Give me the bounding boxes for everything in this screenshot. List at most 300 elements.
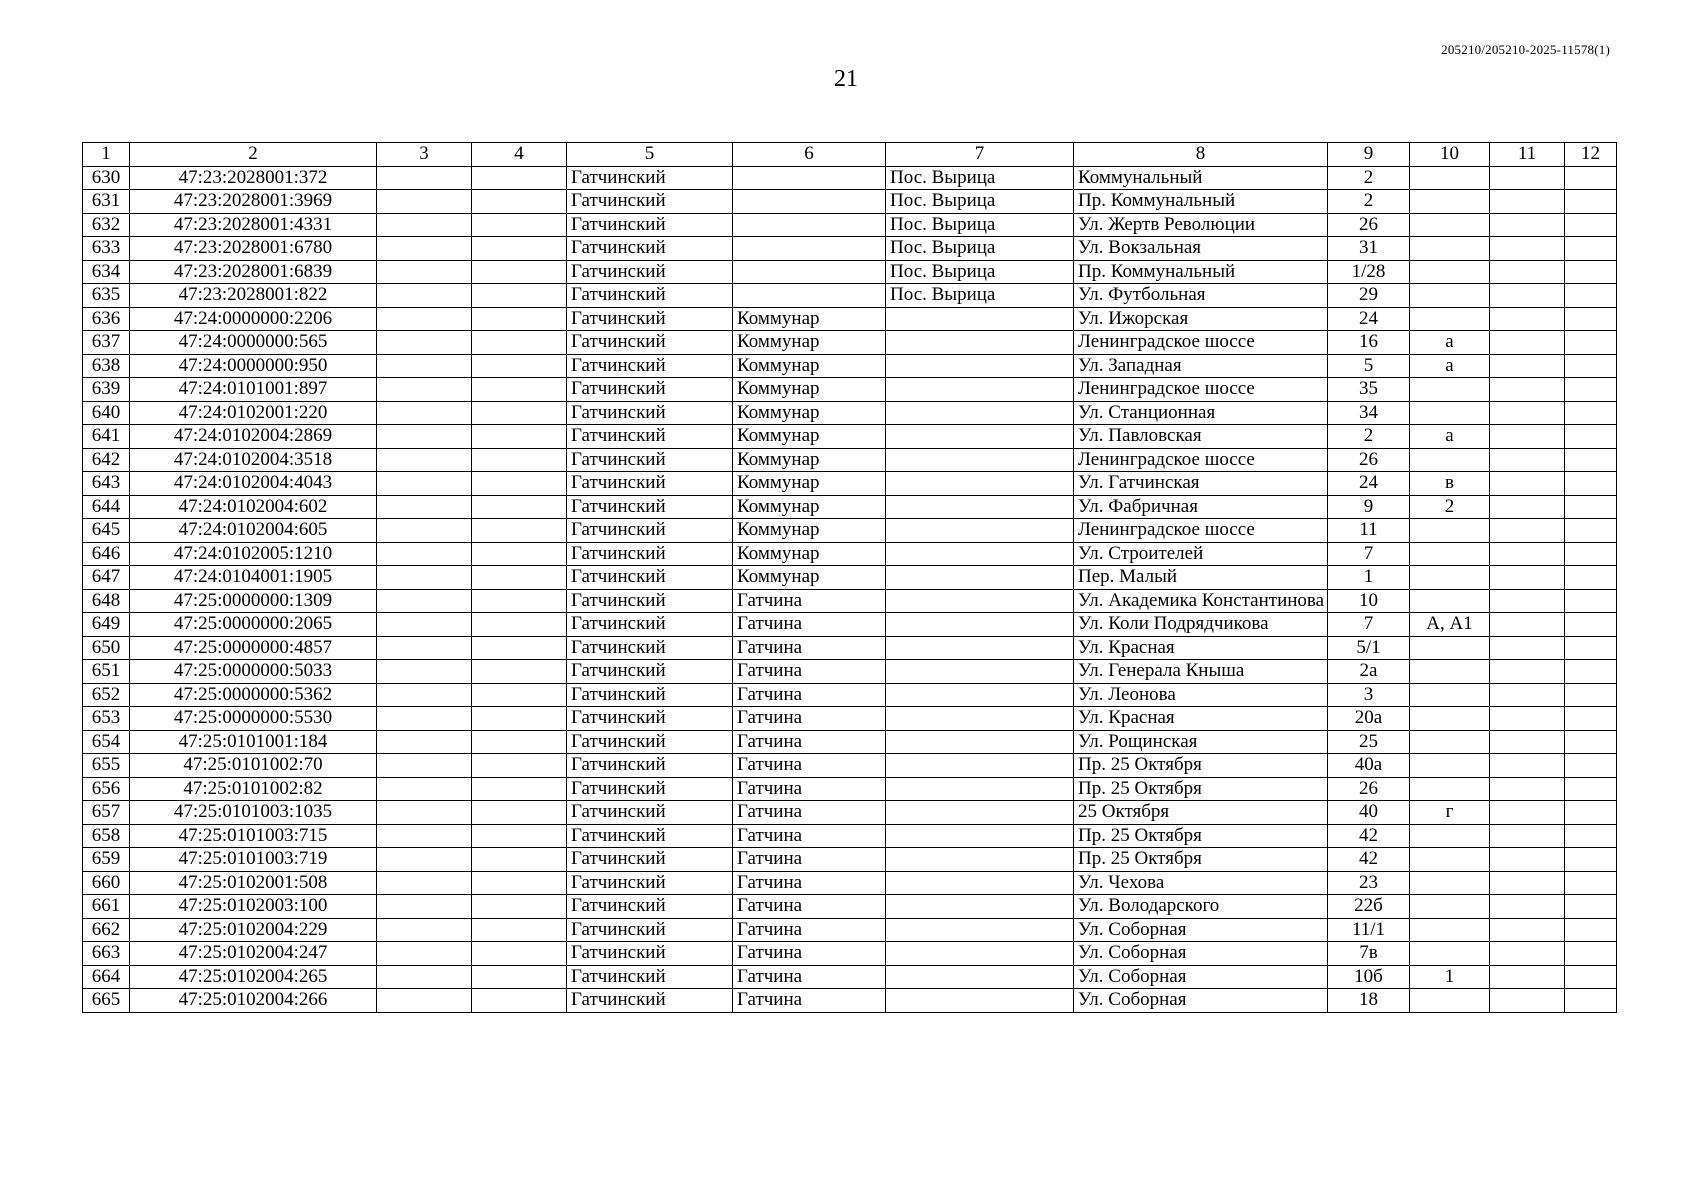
cell-district: Гатчинский: [567, 213, 733, 237]
cell-col-3: [377, 237, 472, 261]
cell-col-11: [1490, 683, 1565, 707]
cell-col-4: [472, 260, 567, 284]
cell-row-number: 658: [83, 824, 130, 848]
cell-locality: [886, 777, 1074, 801]
cell-col-4: [472, 448, 567, 472]
cell-col-12: [1565, 401, 1617, 425]
cell-district: Гатчинский: [567, 942, 733, 966]
cell-house-number: 11: [1328, 519, 1410, 543]
cell-row-number: 657: [83, 801, 130, 825]
cell-building: [1410, 378, 1490, 402]
cell-settlement: [733, 166, 886, 190]
cell-settlement: Коммунар: [733, 354, 886, 378]
cell-building: г: [1410, 801, 1490, 825]
cell-settlement: [733, 190, 886, 214]
cell-col-12: [1565, 519, 1617, 543]
cell-locality: [886, 636, 1074, 660]
column-header-11: 11: [1490, 143, 1565, 167]
cell-district: Гатчинский: [567, 190, 733, 214]
cell-col-3: [377, 472, 472, 496]
cell-street: Ул. Западная: [1074, 354, 1328, 378]
cell-col-4: [472, 636, 567, 660]
table-row: [83, 495, 1617, 519]
cell-house-number: 5/1: [1328, 636, 1410, 660]
cell-district: Гатчинский: [567, 425, 733, 449]
cell-col-12: [1565, 942, 1617, 966]
cell-street: Ул. Строителей: [1074, 542, 1328, 566]
cell-col-4: [472, 495, 567, 519]
cell-settlement: Коммунар: [733, 519, 886, 543]
cell-row-number: 650: [83, 636, 130, 660]
cell-locality: [886, 660, 1074, 684]
table-row: [83, 730, 1617, 754]
cell-locality: [886, 989, 1074, 1013]
cell-house-number: 40: [1328, 801, 1410, 825]
cell-col-12: [1565, 237, 1617, 261]
cell-cadastral-number: 47:25:0000000:4857: [130, 636, 377, 660]
cell-col-11: [1490, 425, 1565, 449]
cell-building: [1410, 918, 1490, 942]
table-row: [83, 989, 1617, 1013]
cell-settlement: [733, 213, 886, 237]
cell-building: [1410, 871, 1490, 895]
cell-col-4: [472, 730, 567, 754]
cell-locality: [886, 871, 1074, 895]
cell-col-11: [1490, 378, 1565, 402]
cell-col-3: [377, 448, 472, 472]
cell-locality: [886, 307, 1074, 331]
cell-col-3: [377, 190, 472, 214]
cell-col-12: [1565, 354, 1617, 378]
cell-row-number: 663: [83, 942, 130, 966]
cell-street: Ул. Красная: [1074, 707, 1328, 731]
cell-col-3: [377, 918, 472, 942]
cell-col-3: [377, 824, 472, 848]
cell-district: Гатчинский: [567, 613, 733, 637]
cell-street: Ул. Володарского: [1074, 895, 1328, 919]
cell-house-number: 5: [1328, 354, 1410, 378]
cell-street: 25 Октября: [1074, 801, 1328, 825]
cell-col-4: [472, 707, 567, 731]
cell-building: [1410, 284, 1490, 308]
cell-house-number: 34: [1328, 401, 1410, 425]
cell-col-12: [1565, 707, 1617, 731]
cell-col-12: [1565, 895, 1617, 919]
cell-cadastral-number: 47:24:0102004:4043: [130, 472, 377, 496]
column-header-1: 1: [83, 143, 130, 167]
cell-locality: Пос. Вырица: [886, 260, 1074, 284]
table-row: [83, 683, 1617, 707]
cell-district: Гатчинский: [567, 589, 733, 613]
cell-col-3: [377, 613, 472, 637]
cell-house-number: 23: [1328, 871, 1410, 895]
cell-col-3: [377, 566, 472, 590]
cell-col-12: [1565, 613, 1617, 637]
cell-street: Ул. Академика Константинова: [1074, 589, 1328, 613]
cell-cadastral-number: 47:24:0102004:3518: [130, 448, 377, 472]
cell-street: Ул. Соборная: [1074, 942, 1328, 966]
cell-col-4: [472, 284, 567, 308]
cell-cadastral-number: 47:24:0102004:605: [130, 519, 377, 543]
cell-cadastral-number: 47:25:0000000:5362: [130, 683, 377, 707]
cell-locality: Пос. Вырица: [886, 237, 1074, 261]
cell-locality: [886, 401, 1074, 425]
cell-col-3: [377, 895, 472, 919]
cell-col-12: [1565, 307, 1617, 331]
cell-house-number: 18: [1328, 989, 1410, 1013]
cell-building: а: [1410, 331, 1490, 355]
table-row: [83, 401, 1617, 425]
cell-cadastral-number: 47:24:0102005:1210: [130, 542, 377, 566]
cell-building: а: [1410, 425, 1490, 449]
table-row: [83, 519, 1617, 543]
cell-row-number: 644: [83, 495, 130, 519]
cell-cadastral-number: 47:25:0102004:266: [130, 989, 377, 1013]
cell-building: [1410, 989, 1490, 1013]
cell-col-12: [1565, 495, 1617, 519]
cell-col-12: [1565, 542, 1617, 566]
cell-district: Гатчинский: [567, 331, 733, 355]
cell-building: [1410, 448, 1490, 472]
cell-col-11: [1490, 942, 1565, 966]
cell-house-number: 2: [1328, 425, 1410, 449]
table-row: [83, 354, 1617, 378]
cell-col-4: [472, 965, 567, 989]
cell-building: [1410, 260, 1490, 284]
cell-col-11: [1490, 918, 1565, 942]
cell-cadastral-number: 47:25:0000000:2065: [130, 613, 377, 637]
cell-district: Гатчинский: [567, 636, 733, 660]
cell-house-number: 16: [1328, 331, 1410, 355]
cell-house-number: 7в: [1328, 942, 1410, 966]
cell-district: Гатчинский: [567, 307, 733, 331]
cell-district: Гатчинский: [567, 777, 733, 801]
cell-house-number: 29: [1328, 284, 1410, 308]
cell-col-11: [1490, 754, 1565, 778]
cell-row-number: 635: [83, 284, 130, 308]
cell-col-3: [377, 284, 472, 308]
cell-col-4: [472, 895, 567, 919]
cell-house-number: 22б: [1328, 895, 1410, 919]
cell-col-11: [1490, 965, 1565, 989]
cell-locality: [886, 378, 1074, 402]
cell-row-number: 631: [83, 190, 130, 214]
cell-street: Ул. Коли Подрядчикова: [1074, 613, 1328, 637]
cell-locality: [886, 542, 1074, 566]
cell-row-number: 662: [83, 918, 130, 942]
cell-locality: [886, 472, 1074, 496]
column-header-4: 4: [472, 143, 567, 167]
cell-street: Ул. Чехова: [1074, 871, 1328, 895]
cell-house-number: 25: [1328, 730, 1410, 754]
cell-col-11: [1490, 848, 1565, 872]
cell-locality: [886, 754, 1074, 778]
cell-street: Ул. Ижорская: [1074, 307, 1328, 331]
cell-street: Ул. Соборная: [1074, 989, 1328, 1013]
table-row: [83, 190, 1617, 214]
table-row: [83, 801, 1617, 825]
cell-col-11: [1490, 707, 1565, 731]
cell-col-4: [472, 801, 567, 825]
cell-row-number: 636: [83, 307, 130, 331]
table-row: [83, 848, 1617, 872]
cell-col-4: [472, 213, 567, 237]
cell-col-4: [472, 190, 567, 214]
cell-house-number: 10: [1328, 589, 1410, 613]
cell-col-4: [472, 683, 567, 707]
cell-district: Гатчинский: [567, 824, 733, 848]
cell-building: [1410, 730, 1490, 754]
cell-col-12: [1565, 989, 1617, 1013]
cell-locality: Пос. Вырица: [886, 190, 1074, 214]
cell-row-number: 656: [83, 777, 130, 801]
cell-row-number: 643: [83, 472, 130, 496]
cell-col-3: [377, 777, 472, 801]
document-id: 205210/205210-2025-11578(1): [1441, 42, 1610, 57]
cell-settlement: Гатчина: [733, 636, 886, 660]
cell-district: Гатчинский: [567, 378, 733, 402]
cell-col-3: [377, 166, 472, 190]
cell-district: Гатчинский: [567, 519, 733, 543]
cell-building: в: [1410, 472, 1490, 496]
table-row: [83, 307, 1617, 331]
cell-col-3: [377, 519, 472, 543]
cell-locality: [886, 848, 1074, 872]
cell-district: Гатчинский: [567, 918, 733, 942]
cell-locality: [886, 448, 1074, 472]
cell-locality: [886, 519, 1074, 543]
cell-building: [1410, 213, 1490, 237]
cell-district: Гатчинский: [567, 472, 733, 496]
cell-district: Гатчинский: [567, 401, 733, 425]
cell-district: Гатчинский: [567, 730, 733, 754]
column-header-8: 8: [1074, 143, 1328, 167]
cell-locality: [886, 589, 1074, 613]
cell-locality: Пос. Вырица: [886, 166, 1074, 190]
cell-district: Гатчинский: [567, 989, 733, 1013]
cell-street: Ленинградское шоссе: [1074, 331, 1328, 355]
cell-settlement: Гатчина: [733, 589, 886, 613]
cell-district: Гатчинский: [567, 895, 733, 919]
cell-settlement: Коммунар: [733, 401, 886, 425]
cell-col-12: [1565, 566, 1617, 590]
cell-building: [1410, 848, 1490, 872]
cell-settlement: Гатчина: [733, 848, 886, 872]
cell-col-4: [472, 989, 567, 1013]
cell-col-4: [472, 237, 567, 261]
cell-cadastral-number: 47:23:2028001:3969: [130, 190, 377, 214]
cell-settlement: Коммунар: [733, 448, 886, 472]
cell-col-4: [472, 166, 567, 190]
cell-row-number: 638: [83, 354, 130, 378]
cell-col-12: [1565, 166, 1617, 190]
cell-col-3: [377, 307, 472, 331]
cell-cadastral-number: 47:25:0101002:82: [130, 777, 377, 801]
cell-settlement: Коммунар: [733, 542, 886, 566]
cell-district: Гатчинский: [567, 754, 733, 778]
cell-locality: [886, 918, 1074, 942]
table-row: [83, 448, 1617, 472]
cell-street: Ул. Генерала Кныша: [1074, 660, 1328, 684]
cell-settlement: Коммунар: [733, 307, 886, 331]
cell-row-number: 659: [83, 848, 130, 872]
cell-row-number: 639: [83, 378, 130, 402]
cell-building: [1410, 401, 1490, 425]
cell-col-4: [472, 566, 567, 590]
cell-settlement: Гатчина: [733, 777, 886, 801]
cell-settlement: Коммунар: [733, 378, 886, 402]
cell-settlement: Гатчина: [733, 965, 886, 989]
column-header-9: 9: [1328, 143, 1410, 167]
cell-street: Ул. Жертв Революции: [1074, 213, 1328, 237]
cell-col-4: [472, 354, 567, 378]
table-row: [83, 566, 1617, 590]
cell-row-number: 633: [83, 237, 130, 261]
cell-col-11: [1490, 542, 1565, 566]
cell-building: [1410, 542, 1490, 566]
cell-row-number: 655: [83, 754, 130, 778]
cell-street: Пр. 25 Октября: [1074, 777, 1328, 801]
cell-settlement: Коммунар: [733, 495, 886, 519]
cell-col-3: [377, 942, 472, 966]
cell-cadastral-number: 47:23:2028001:6780: [130, 237, 377, 261]
cell-house-number: 2: [1328, 190, 1410, 214]
cell-col-12: [1565, 190, 1617, 214]
cell-locality: Пос. Вырица: [886, 284, 1074, 308]
cell-district: Гатчинский: [567, 260, 733, 284]
cell-building: [1410, 660, 1490, 684]
cell-building: [1410, 754, 1490, 778]
table-row: [83, 942, 1617, 966]
cell-col-11: [1490, 895, 1565, 919]
cell-street: Ул. Фабричная: [1074, 495, 1328, 519]
cell-col-3: [377, 636, 472, 660]
cell-district: Гатчинский: [567, 166, 733, 190]
cell-row-number: 630: [83, 166, 130, 190]
cell-col-3: [377, 378, 472, 402]
column-header-12: 12: [1565, 143, 1617, 167]
cell-col-3: [377, 801, 472, 825]
cell-street: Ул. Станционная: [1074, 401, 1328, 425]
cell-street: Пр. 25 Октября: [1074, 754, 1328, 778]
cell-col-12: [1565, 801, 1617, 825]
cell-col-12: [1565, 824, 1617, 848]
cell-col-12: [1565, 754, 1617, 778]
cell-settlement: Гатчина: [733, 707, 886, 731]
cell-street: Пр. 25 Октября: [1074, 848, 1328, 872]
cell-house-number: 24: [1328, 307, 1410, 331]
cell-street: Ул. Футбольная: [1074, 284, 1328, 308]
cell-district: Гатчинский: [567, 237, 733, 261]
cell-col-11: [1490, 613, 1565, 637]
cell-district: Гатчинский: [567, 965, 733, 989]
header-row: [83, 143, 1617, 167]
cell-building: [1410, 707, 1490, 731]
cell-col-4: [472, 307, 567, 331]
cell-col-11: [1490, 566, 1565, 590]
cell-col-4: [472, 519, 567, 543]
cell-house-number: 2: [1328, 166, 1410, 190]
cell-street: Ул. Рощинская: [1074, 730, 1328, 754]
cell-house-number: 20а: [1328, 707, 1410, 731]
cell-district: Гатчинский: [567, 660, 733, 684]
cell-cadastral-number: 47:25:0102004:247: [130, 942, 377, 966]
cell-building: [1410, 895, 1490, 919]
cell-row-number: 652: [83, 683, 130, 707]
cell-col-11: [1490, 354, 1565, 378]
cell-col-12: [1565, 425, 1617, 449]
cell-building: [1410, 942, 1490, 966]
cell-row-number: 648: [83, 589, 130, 613]
cell-building: [1410, 824, 1490, 848]
cell-street: Ул. Леонова: [1074, 683, 1328, 707]
cell-district: Гатчинский: [567, 495, 733, 519]
cell-col-3: [377, 401, 472, 425]
cell-col-12: [1565, 918, 1617, 942]
cell-locality: [886, 331, 1074, 355]
cell-locality: [886, 895, 1074, 919]
cell-house-number: 7: [1328, 542, 1410, 566]
cell-building: а: [1410, 354, 1490, 378]
cell-house-number: 7: [1328, 613, 1410, 637]
cell-col-12: [1565, 589, 1617, 613]
cell-house-number: 11/1: [1328, 918, 1410, 942]
cell-settlement: Гатчина: [733, 895, 886, 919]
cell-settlement: Гатчина: [733, 918, 886, 942]
cell-settlement: Гатчина: [733, 754, 886, 778]
cell-col-4: [472, 401, 567, 425]
table-row: [83, 472, 1617, 496]
cell-cadastral-number: 47:23:2028001:4331: [130, 213, 377, 237]
cell-col-4: [472, 824, 567, 848]
cell-house-number: 40а: [1328, 754, 1410, 778]
cell-cadastral-number: 47:23:2028001:372: [130, 166, 377, 190]
cell-locality: [886, 707, 1074, 731]
cell-col-3: [377, 495, 472, 519]
cell-col-11: [1490, 636, 1565, 660]
table-row: [83, 542, 1617, 566]
cell-col-3: [377, 589, 472, 613]
cell-col-3: [377, 660, 472, 684]
cell-col-11: [1490, 190, 1565, 214]
cell-house-number: 35: [1328, 378, 1410, 402]
cell-cadastral-number: 47:24:0000000:565: [130, 331, 377, 355]
table-row: [83, 965, 1617, 989]
table-row: [83, 754, 1617, 778]
cell-col-4: [472, 754, 567, 778]
cell-row-number: 653: [83, 707, 130, 731]
cell-col-11: [1490, 730, 1565, 754]
cell-col-12: [1565, 472, 1617, 496]
table-row: [83, 425, 1617, 449]
cell-col-11: [1490, 519, 1565, 543]
cell-building: [1410, 519, 1490, 543]
cell-col-12: [1565, 848, 1617, 872]
cell-locality: [886, 683, 1074, 707]
cell-settlement: Коммунар: [733, 331, 886, 355]
cell-cadastral-number: 47:24:0101001:897: [130, 378, 377, 402]
cell-locality: [886, 613, 1074, 637]
cell-row-number: 640: [83, 401, 130, 425]
cell-house-number: 42: [1328, 848, 1410, 872]
cell-building: [1410, 566, 1490, 590]
cell-cadastral-number: 47:25:0101002:70: [130, 754, 377, 778]
table-row: [83, 824, 1617, 848]
cell-row-number: 665: [83, 989, 130, 1013]
cell-building: [1410, 589, 1490, 613]
cell-district: Гатчинский: [567, 707, 733, 731]
cell-row-number: 649: [83, 613, 130, 637]
